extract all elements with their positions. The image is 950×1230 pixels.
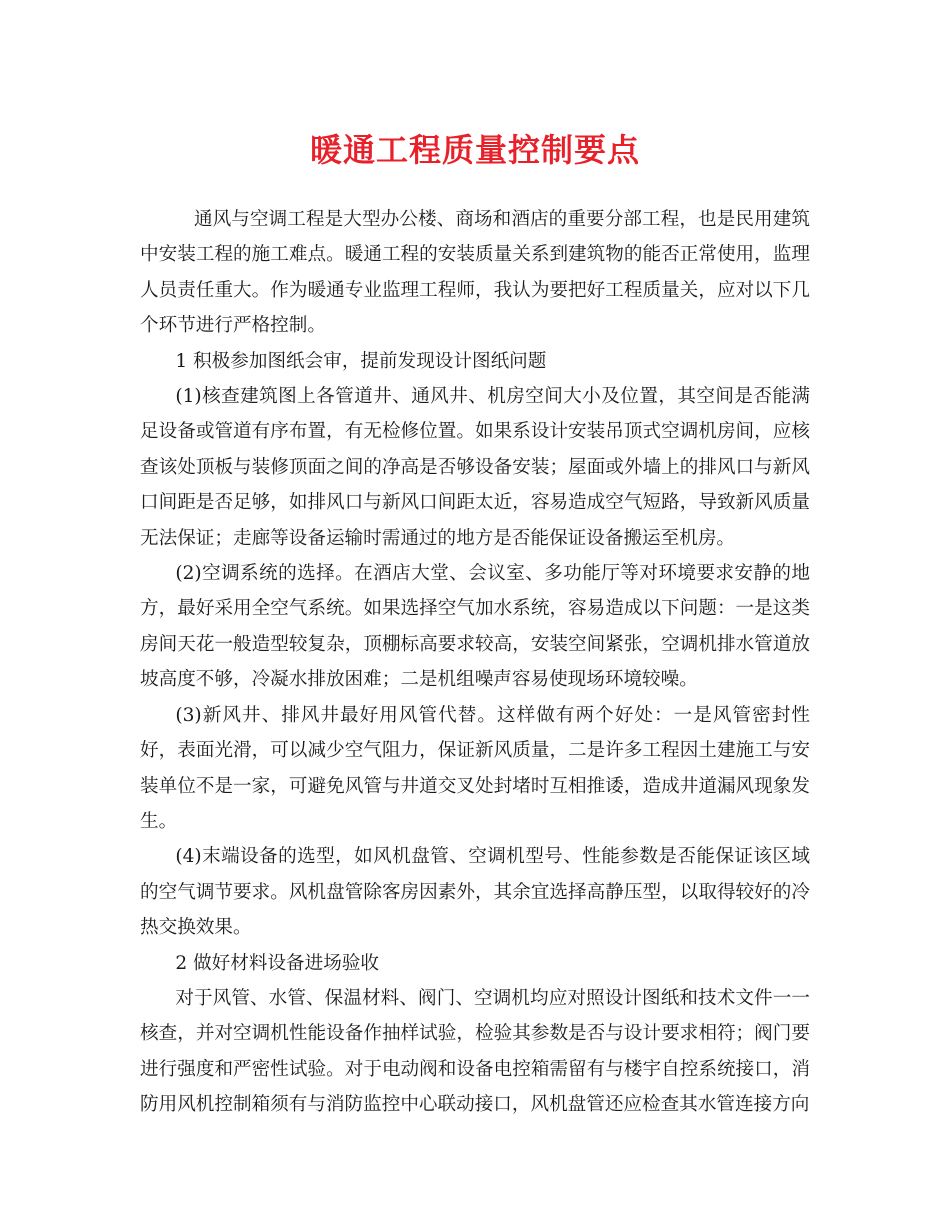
paragraph-item-4: (4)末端设备的选型，如风机盘管、空调机型号、性能参数是否能保证该区域的空气调节要求。风机盘管除客房因素外，其余宜选择高静压型，以取得较好的冷热交换效果。 <box>140 846 810 939</box>
document-title: 暖通工程质量控制要点 <box>309 131 640 169</box>
intro-paragraph: 通风与空调工程是大型办公楼、商场和酒店的重要分部工程，也是民用建筑中安装工程的施工难点。暖通工程的安装质量关系到建筑物的能否正常使用，监理人员责任重大。作为暖通专业监理工程师，我认为要把好工程质量关，应对以下几个环节进行严格控制。 <box>140 209 810 337</box>
section-heading-2: 2 做好材料设备进场验收 <box>175 952 380 974</box>
section-heading-1: 1 积极参加图纸会审，提前发现设计图纸问题 <box>175 350 547 372</box>
paragraph-materials: 对于风管、水管、保温材料、阀门、空调机均应对照设计图纸和技术文件一一核查，并对空调机性能设备作抽样试验，检验其参数是否与设计要求相符；阀门要进行强度和严密性试验。对于电动阀和设备电控箱需留有与楼宇自控系统接口，消防用风机控制箱须有与消防监控中心联动接口，风机盘管还应检查其水管连接方向 <box>140 987 810 1116</box>
document-body <box>140 202 810 1123</box>
paragraph-item-2: (2)空调系统的选择。在酒店大堂、会议室、多功能厅等对环境要求安静的地方，最好采用全空气系统。如果选择空气加水系统，容易造成以下问题：一是这类房间天花一般造型较复杂，顶棚标高要求较高，安装空间紧张，空调机排水管道放坡高度不够，冷凝水排放困难；二是机组噪声容易使现场环境较噪。 <box>140 563 810 691</box>
paragraph-item-1: (1)核查建筑图上各管道井、通风井、机房空间大小及位置，其空间是否能满足设备或管道有序布置，有无检修位置。如果系设计安装吊顶式空调机房间，应核查该处顶板与装修顶面之间的净高是否够设备安装；屋面或外墙上的排风口与新风口间距是否足够，如排风口与新风口间距太近，容易造成空气短路，导致新风质量无法保证；走廊等设备运输时需通过的地方是否能保证设备搬运至机房。 <box>140 386 810 549</box>
paragraph-item-3: (3)新风井、排风井最好用风管代替。这样做有两个好处：一是风管密封性好，表面光滑，可以减少空气阻力，保证新风质量，二是许多工程因土建施工与安装单位不是一家，可避免风管与井道交叉处封堵时互相推诿，造成井道漏风现象发生。 <box>140 704 810 832</box>
